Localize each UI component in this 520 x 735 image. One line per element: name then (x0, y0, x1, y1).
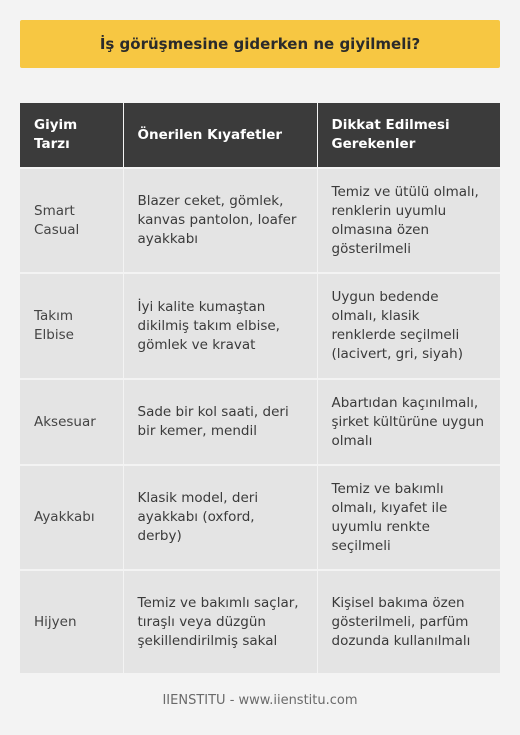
cell-recommended: Temiz ve bakımlı saçlar, tıraşlı veya düzgün şekillendirilmiş sakal (123, 570, 317, 673)
cell-style: Aksesuar (20, 379, 123, 465)
clothing-table (20, 103, 500, 673)
cell-recommended: Klasik model, deri ayakkabı (oxford, derby) (123, 465, 317, 570)
cell-recommended: Blazer ceket, gömlek, kanvas pantolon, loafer ayakkabı (123, 168, 317, 273)
cell-attention: Abartıdan kaçınılmalı, şirket kültürüne uygun olmalı (317, 379, 500, 465)
cell-attention: Uygun bedende olmalı, klasik renklerde seçilmeli (lacivert, gri, siyah) (317, 273, 500, 379)
cell-attention: Temiz ve bakımlı olmalı, kıyafet ile uyumlu renkte seçilmeli (317, 465, 500, 570)
cell-recommended: İyi kalite kumaştan dikilmiş takım elbise, gömlek ve kravat (123, 273, 317, 379)
cell-style: Smart Casual (20, 168, 123, 273)
footer-credit: IIENSTITU - www.iienstitu.com (162, 693, 358, 708)
table-row (20, 570, 500, 673)
table-header-row (20, 103, 500, 168)
table-row (20, 465, 500, 570)
header-attention: Dikkat Edilmesi Gerekenler (317, 103, 500, 168)
cell-recommended: Sade bir kol saati, deri bir kemer, mendil (123, 379, 317, 465)
cell-style: Takım Elbise (20, 273, 123, 379)
header-style: Giyim Tarzı (20, 103, 123, 168)
header-recommended: Önerilen Kıyafetler (123, 103, 317, 168)
cell-style: Ayakkabı (20, 465, 123, 570)
table-row (20, 168, 500, 273)
cell-attention: Temiz ve ütülü olmalı, renklerin uyumlu olmasına özen gösterilmeli (317, 168, 500, 273)
table-row (20, 379, 500, 465)
cell-style: Hijyen (20, 570, 123, 673)
table-row (20, 273, 500, 379)
page-title: İş görüşmesine giderken ne giyilmeli? (20, 20, 500, 68)
cell-attention: Kişisel bakıma özen gösterilmeli, parfüm dozunda kullanılmalı (317, 570, 500, 673)
